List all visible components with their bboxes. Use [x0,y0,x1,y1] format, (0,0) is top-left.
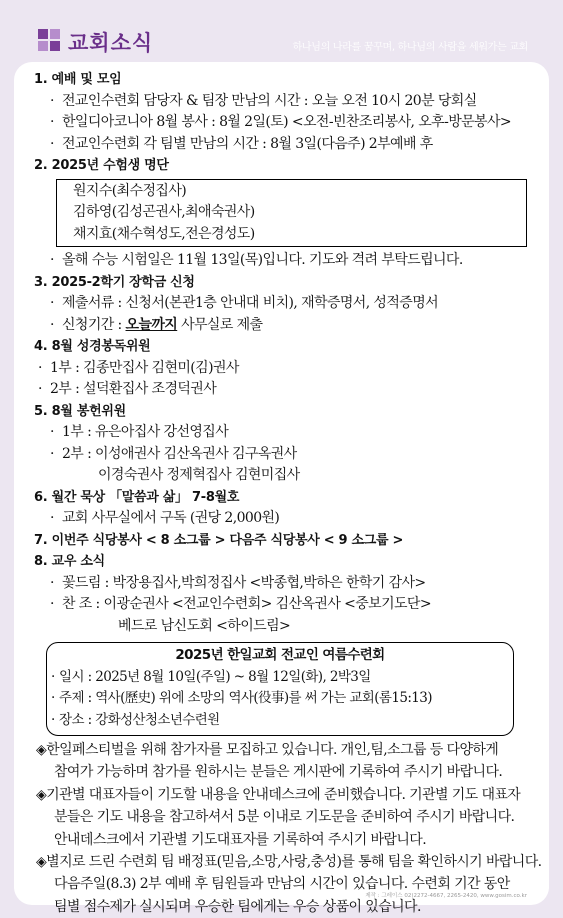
retreat-title: 2025년 한일교회 전교인 여름수련회 [175,647,385,663]
examinee-name: 원지수(최수정집사) [73,182,187,199]
list-item: · 2부 : 설덕환집사 조경덕권사 [38,381,217,397]
page-header [0,0,563,62]
examinee-name: 채지효(채수혁성도,전은경성도) [73,225,255,242]
list-item: · 한일디아코니아 8월 봉사 : 8월 2일(토) <오전-빈찬조리봉사, 오후-방문봉사> [50,114,512,130]
deadline-highlight: 오늘까지 [125,316,178,333]
section-heading-worship: 1. 예배 및 모임 [34,72,122,87]
list-item: · 신청기간 : 오늘까지 사무실로 제출 [50,316,263,333]
retreat-place: · 장소 : 강화성산청소년수련원 [51,711,220,728]
list-item: · 전교인수련회 담당자 & 팀장 만남의 시간 : 오늘 오전 10시 20분 당회실 [50,92,477,109]
section-heading-readers: 4. 8월 성경봉독위원 [34,339,151,354]
notice-item: ◈별지로 드린 수련회 팀 배정표(믿음,소망,사랑,충성)를 통해 팀을 확인하시기 바랍니다. 다음주일(8.3) 2부 예배 후 팀원들과 만남의 시간이 있습니다. 수련회 기간 동안 팀별 점수제가 실시되며 우승한 팀에게는 우승 상품이 있습니다. [36,854,542,915]
notice-item: ◈기관별 대표자들이 기도할 내용을 안내데스크에 준비했습니다. 기관별 기도 대표자 분들은 기도 내용을 참고하셔서 5분 이내로 기도문을 준비하여 주시기 바랍니다. 안내데스크에서 기관별 기도대표자를 기록하여 주시기 바랍니다. [36,786,521,848]
section-heading-scholarship: 3. 2025-2학기 장학금 신청 [34,274,195,290]
bulletin-content [34,69,542,918]
section-heading-examinees: 2. 2025년 수험생 명단 [34,158,169,173]
list-item: · 2부 : 이성애권사 김산옥권사 김구옥권사 [50,445,297,462]
list-item: · 전교인수련회 각 팀별 만남의 시간 : 8월 3일(다음주) 2부예배 후 [50,135,433,152]
section-heading-members: 8. 교우 소식 [34,554,105,569]
list-item: 베드로 남신도회 <하이드림> [118,617,291,634]
list-item: 이경숙권사 정제혁집사 김현미집사 [98,467,300,483]
retreat-theme: · 주제 : 역사(歷史) 위에 소망의 역사(役事)를 써 가는 교회(롬15:13) [51,690,432,706]
list-item: · 찬 조 : 이광순권사 <전교인수련회> 김산옥권사 <중보기도단> [50,596,431,612]
notice-item: ◈한일페스티벌을 위해 참가자를 모집하고 있습니다. 개인,팀,소그룹 등 다양하게 참여가 가능하며 참가를 원하시는 분들은 게시판에 기록하여 주시기 바랍니다. [36,742,503,781]
footer-credit: 제작 : 그레이스 02)2272-4667, 2265-2420, www.gosim.co.kr [365,893,527,899]
list-item: · 1부 : 유은아집사 강선영집사 [50,424,229,440]
list-item: · 1부 : 김종만집사 김현미(김)권사 [38,359,239,376]
examinee-name: 김하영(김성곤권사,최애숙권사) [73,204,255,220]
list-item: · 제출서류 : 신청서(본관1층 안내대 비치), 재학증명서, 성적증명서 [50,295,439,311]
logo-icon [38,29,60,51]
page-title: 교회소식 [68,31,154,55]
section-heading-devotional: 6. 월간 묵상 「말씀과 삶」 7-8월호 [34,489,240,505]
examinee-name-box [56,179,527,248]
retreat-date: · 일시 : 2025년 8월 10일(주일) ~ 8월 12일(화), 2박3일 [51,668,371,685]
church-motto: 하나님의 나라를 꿈꾸며, 하나님의 사람을 세워가는 교회 [292,42,528,53]
list-item: · 올해 수능 시험일은 11월 13일(목)입니다. 기도와 격려 부탁드립니다. [50,252,463,268]
list-item: · 교회 사무실에서 구독 (권당 2,000원) [50,510,280,526]
section-heading-offering: 5. 8월 봉헌위원 [34,403,126,419]
list-item: · 꽃드림 : 박장용집사,박희정집사 <박종협,박하은 한학기 감사> [50,574,426,591]
retreat-box [46,642,514,736]
section-heading-kitchen: 7. 이번주 식당봉사 < 8 소그룹 > 다음주 식당봉사 < 9 소그룹 > [34,532,404,548]
